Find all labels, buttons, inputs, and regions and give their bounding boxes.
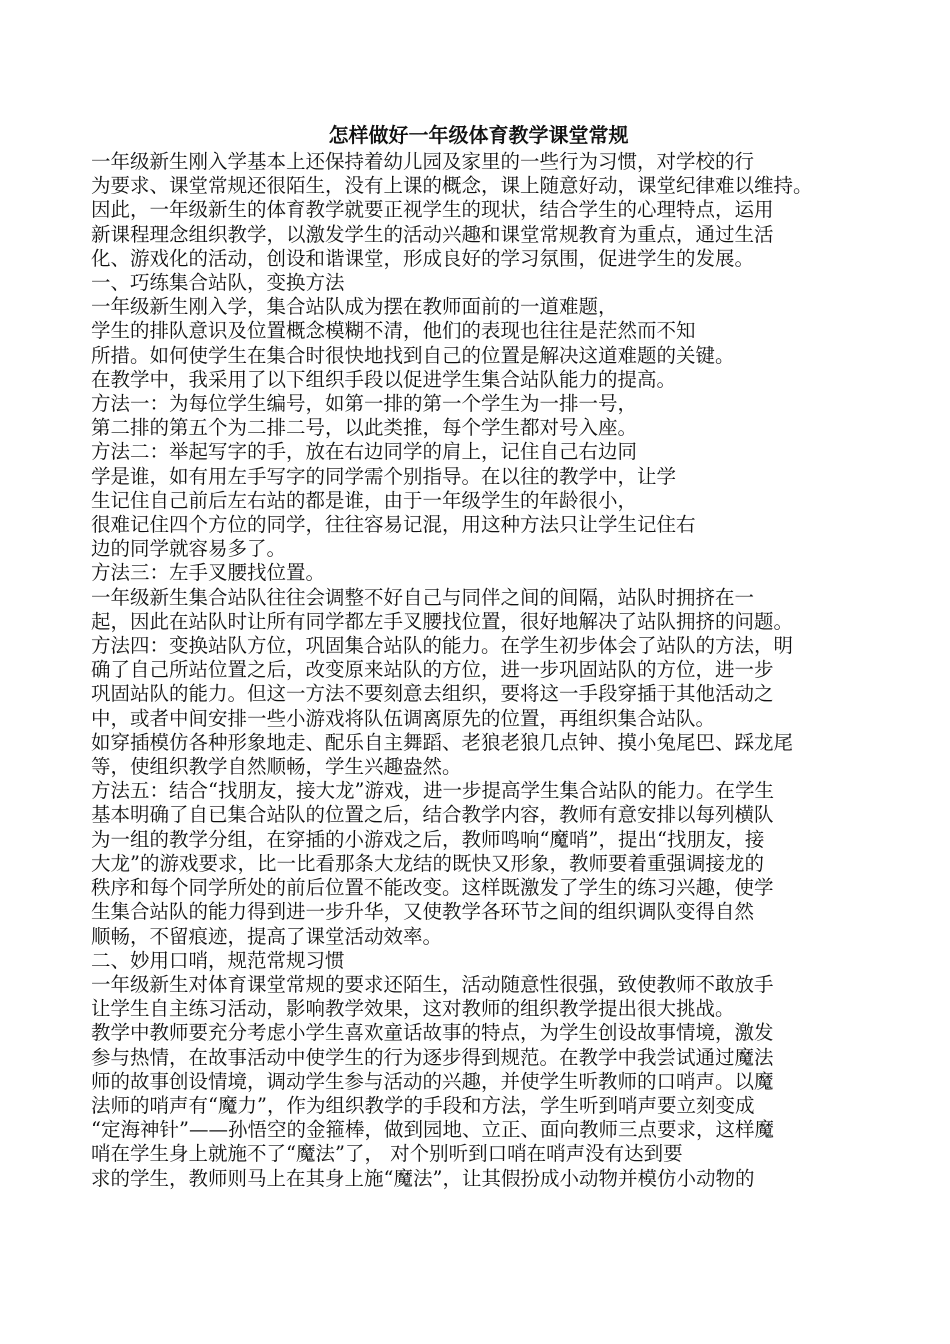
document-line: 秩序和每个同学所处的前后位置不能改变。这样既激发了学生的练习兴趣，使学 bbox=[91, 876, 774, 900]
document-line: 为一组的教学分组，在穿插的小游戏之后，教师鸣响“魔哨”，提出“找朋友，接 bbox=[91, 827, 765, 851]
document-line: 如穿插模仿各种形象地走、配乐自主舞蹈、老狼老狼几点钟、摸小兔尾巴、踩龙尾 bbox=[91, 730, 794, 754]
document-line: 大龙”的游戏要求，比一比看那条大龙结的既快又形象，教师要着重强调接龙的 bbox=[91, 851, 764, 875]
document-body bbox=[91, 150, 866, 1191]
document-line: 方法三：左手叉腰找位置。 bbox=[91, 561, 326, 585]
document-line: 方法二：举起写字的手，放在右边同学的肩上，记住自己右边同 bbox=[91, 440, 638, 464]
document-line: 巩固站队的能力。但这一方法不要刻意去组织，要将这一手段穿插于其他活动之 bbox=[91, 682, 774, 706]
document-line: 方法五：结合“找朋友，接大龙”游戏，进一步提高学生集合站队的能力。在学生 bbox=[91, 779, 774, 803]
document-line: 中，或者中间安排一些小游戏将队伍调离原先的位置，再组织集合站队。 bbox=[91, 706, 716, 730]
document-line: 所措。如何使学生在集合时很快地找到自己的位置是解决这道难题的关键。 bbox=[91, 343, 735, 367]
document-line: 求的学生，教师则马上在其身上施“魔法”，让其假扮成小动物并模仿小动物的 bbox=[91, 1166, 755, 1190]
document-line: 基本明确了自已集合站队的位置之后，结合教学内容，教师有意安排以每列横队 bbox=[91, 803, 774, 827]
document-line: 边的同学就容易多了。 bbox=[91, 537, 287, 561]
document-line: 生记住自己前后左右站的都是谁，由于一年级学生的年龄很小， bbox=[91, 488, 638, 512]
document-line: 参与热情，在故事活动中使学生的行为逐步得到规范。在教学中我尝试通过魔法 bbox=[91, 1045, 774, 1069]
document-line: 方法一：为每位学生编号，如第一排的第一个学生为一排一号， bbox=[91, 392, 638, 416]
document-line: 学生的排队意识及位置概念模糊不清，他们的表现也往往是茫然而不知 bbox=[91, 319, 696, 343]
document-line: 很难记住四个方位的同学，往往容易记混，用这种方法只让学生记住右 bbox=[91, 513, 696, 537]
document-line: 一年级新生刚入学基本上还保持着幼儿园及家里的一些行为习惯，对学校的行 bbox=[91, 150, 755, 173]
document-line: 因此，一年级新生的体育教学就要正视学生的现状，结合学生的心理特点，运用 bbox=[91, 198, 774, 222]
document-line: “定海神针”——孙悟空的金箍棒，做到园地、立正、面向教师三点要求，这样魔 bbox=[91, 1118, 774, 1142]
document-line: 新课程理念组织教学，以激发学生的活动兴趣和课堂常规教育为重点，通过生活 bbox=[91, 222, 774, 246]
document-line: 法师的哨声有“魔力”，作为组织教学的手段和方法，学生听到哨声要立刻变成 bbox=[91, 1093, 755, 1117]
document-line: 一、巧练集合站队，变换方法 bbox=[91, 271, 345, 295]
document-line: 确了自己所站位置之后，改变原来站队的方位，进一步巩固站队的方位，进一步 bbox=[91, 658, 774, 682]
document-line: 顺畅，不留痕迹，提高了课堂活动效率。 bbox=[91, 924, 443, 948]
document-page bbox=[91, 122, 866, 1191]
document-line: 师的故事创设情境，调动学生参与活动的兴趣，并使学生听教师的口哨声。以魔 bbox=[91, 1069, 774, 1093]
document-line: 一年级新生刚入学，集合站队成为摆在教师面前的一道难题， bbox=[91, 295, 618, 319]
document-line: 一年级新生集合站队往往会调整不好自己与同伴之间的间隔，站队时拥挤在一 bbox=[91, 585, 755, 609]
document-line: 方法四：变换站队方位，巩固集合站队的能力。在学生初步体会了站队的方法，明 bbox=[91, 634, 794, 658]
document-line: 二、妙用口哨，规范常规习惯 bbox=[91, 948, 345, 972]
document-line: 为要求、课堂常规还很陌生，没有上课的概念，课上随意好动，课堂纪律难以维持。 bbox=[91, 174, 813, 198]
document-line: 等，使组织教学自然顺畅，学生兴趣盎然。 bbox=[91, 755, 462, 779]
document-line: 化、游戏化的活动，创设和谐课堂，形成良好的学习氛围，促进学生的发展。 bbox=[91, 246, 755, 270]
document-line: 哨在学生身上就施不了“魔法”了， 对个别听到口哨在哨声没有达到要 bbox=[91, 1142, 683, 1166]
document-line: 教学中教师要充分考虑小学生喜欢童话故事的特点，为学生创设故事情境，激发 bbox=[91, 1021, 774, 1045]
document-title: 怎样做好一年级体育教学课堂常规 bbox=[328, 123, 629, 147]
document-line: 让学生自主练习活动，影响教学效果，这对教师的组织教学提出很大挑战。 bbox=[91, 997, 735, 1021]
document-line: 一年级新生对体育课堂常规的要求还陌生，活动随意性很强，致使教师不敢放手 bbox=[91, 972, 774, 996]
document-line: 学是谁，如有用左手写字的同学需个别指导。在以往的教学中，让学 bbox=[91, 464, 677, 488]
document-line: 起，因此在站队时让所有同学都左手叉腰找位置，很好地解决了站队拥挤的问题。 bbox=[91, 609, 794, 633]
document-line: 第二排的第五个为二排二号，以此类推，每个学生都对号入座。 bbox=[91, 416, 638, 440]
document-line: 生集合站队的能力得到进一步升华，又使教学各环节之间的组织调队变得自然 bbox=[91, 900, 755, 924]
document-line: 在教学中，我采用了以下组织手段以促进学生集合站队能力的提高。 bbox=[91, 367, 677, 391]
